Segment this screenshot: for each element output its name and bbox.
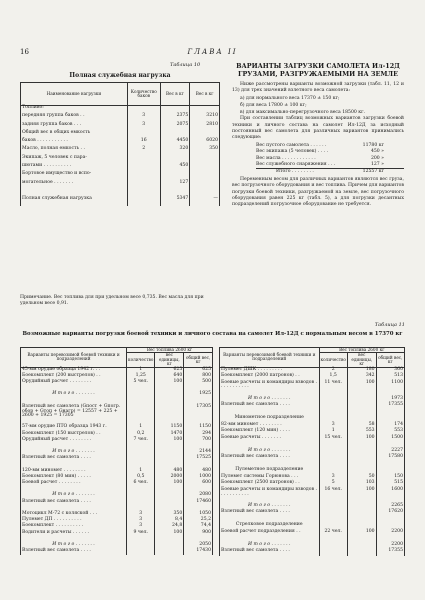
table11-right [219,347,405,556]
cell-name: Минометное подразделение [220,416,320,423]
cell-total: 17620 [376,510,404,517]
cell-unit: 640 [155,374,184,380]
cell-name: И т о г о . . . . . . . [220,449,320,456]
cell-weight: 320 [160,147,190,155]
cell-total: 1600 [376,488,404,498]
cell-name: Масло, полная емкость . . [21,147,128,155]
cell-name: Боекомплект (200 выстрелов) . . [21,374,127,380]
cell-count: 3 [127,524,155,530]
page-header [20,48,405,60]
cell-unit: 58 [347,423,376,430]
cell-name: Боекомплект (2500 патронов) . . [220,481,320,488]
cell-name: Бортовое имущество и вспо- [21,172,128,180]
cell-unit: 100 [347,530,376,537]
case-a: а) для нормального веса 17370 ± 150 кг; [240,96,340,102]
paragraph-1: Ниже рассмотрены варианты возможной загрузки (табл. 11, 12 и 13) для трех значений взлетного веса самолета: [232,82,404,94]
cell-count: 2 [319,367,347,374]
cell-unit: 342 [347,374,376,381]
cell-unit: 350 [155,512,184,518]
cell-name: И т о г о . . . . . . . [220,397,320,404]
cell-count [127,156,160,164]
cell-total: 500 [184,380,213,386]
t11-col-count: количество [127,353,155,367]
cell-unit: 553 [347,429,376,436]
cell-name: передняя группа баков . . [21,114,128,122]
cell-unit [347,549,376,556]
cell-name: Общий вес в общих емкость [21,131,128,139]
cell-total: 515 [376,481,404,488]
cell-count: 11 чел. [319,381,347,391]
cell-name: Пулемет ДП . . . . . . . . . . [21,518,127,524]
cell-count: 9 чел. [127,531,155,537]
cell-name: Водители и расчеты . . . . . . [21,531,127,537]
cell-total: 17580 [376,455,404,462]
cell-name: 120-мм миномет . . . . . . . . [21,469,127,475]
cell-count [127,172,160,180]
cell-weight: 350 [190,147,220,155]
cell-total: 2200 [376,530,404,537]
cell-name: Взлетный вес самолета . . . . [220,403,320,410]
cell-unit: 100 [155,481,184,487]
cell-total: 2144 [184,450,213,456]
cell-count: 6 чел. [127,481,155,487]
cell-total: 625 [184,367,213,374]
paragraph-3: Переменным весом для различных вариантов являются вес груза, вес погрузочного оборудования и вес топлива. Причем для вариантов погрузки боевой техники, разгружаемой на земле, вес погрузочного оборудования равен 225 кг (табл. 5), а для погрузки десантных подразделений погрузочное оборудование не требуется. [232,177,404,207]
cell-weight [190,164,220,172]
cell-count: 16 [127,139,160,147]
table10-body [21,106,220,206]
t11-col-variant: Варианты перевозимой боевой техники и подразделений [21,348,127,368]
cell-count: 5 [319,481,347,488]
cell-count [127,164,160,172]
cell-weight: 127 [160,181,190,189]
cell-total: 1050 [184,512,213,518]
cell-name: И т о г о . . . . . . . [21,392,127,398]
cell-count: 1 [127,367,155,374]
cell-weight: 3210 [190,114,220,122]
cell-count: 0,5 [127,475,155,481]
cell-total: 150 [376,475,404,482]
table-row [220,381,405,391]
cell-weight: — [190,197,220,205]
cell-unit: 2000 [155,475,184,481]
table-row [21,197,220,205]
cell-unit: 100 [347,381,376,391]
cell-total: 2050 [184,543,213,549]
cell-name: Боевой расчет . . . . . . . . [21,481,127,487]
case-b: б) для веса 17800 ± 100 кг; [240,103,307,109]
cell-name: Орудийный расчет . . . . . . . . [21,438,127,444]
cell-name: Взлетный вес самолета . . . . [21,456,127,462]
cell-count: 3 [319,423,347,430]
table11-title: Возможные варианты погрузки боевой техники и личного состава на самолет Ил-12Д с нормальным весом в 17370 кг [22,331,403,337]
cell-name: Боекомплект (150 выстрелов) . . [21,432,127,438]
cell-unit [155,405,184,419]
cell-weight: 2810 [190,123,220,131]
cell-name: Взлетный вес самолета . . . . [21,500,127,506]
cell-count: 1 [319,429,347,436]
t11r-col-total: общий вес, кг [376,353,404,367]
cell-name: могательное . . . . . . . [21,181,128,189]
cell-total: 1150 [184,425,213,431]
page-number: 16 [20,48,29,56]
t10-col-count: Количество баков [127,83,160,106]
constant-weights [232,143,404,175]
cell-weight: 450 [160,164,190,172]
cell-name: Боекомплект (2000 патронов) . . [220,374,320,381]
cell-count: 22 чел. [319,530,347,537]
table10-caption: Таблица 10 [170,62,201,68]
cell-count: 5 чел. [127,380,155,386]
cell-unit: 8,4 [155,518,184,524]
cell-name: 45-мм орудие образца 1942 г. . . [21,367,127,374]
table10-title: Полная служебная нагрузка [69,72,171,79]
cell-unit: 180 [347,367,376,374]
cell-name: И т о г о . . . . . . . [21,543,127,549]
cell-name: И т о г о . . . . . . . [21,493,127,499]
table11-left-body [21,367,213,555]
t11r-col-fuel: Вес топлива 2600 кг [319,348,404,353]
cell-unit: 100 [155,380,184,386]
table-row [21,181,220,189]
cell-name: Орудийный расчет . . . . . . . . [21,380,127,386]
weight-row: Вес пустого самолета . . . . . . 11780 кг [256,143,384,149]
cell-total: 1973 [376,397,404,404]
table11-caption: Таблица 11 [374,322,405,328]
cell-count: 7 чел. [127,438,155,444]
t10-col-w2: Вес в кг [190,83,220,106]
cell-total: 17460 [184,500,213,506]
cell-name: Взлетный вес самолета . . . . [220,455,320,462]
t10-col-name: Наименование нагрузки [21,83,128,106]
cell-unit: 1150 [155,425,184,431]
cell-weight [190,172,220,180]
right-column [232,62,404,210]
cell-unit: 625 [155,367,184,374]
cell-count: 1 [127,425,155,431]
cell-name: баков . . . . . . . . . . . [21,139,128,147]
table11-left [20,347,213,555]
cell-count: 1 [127,469,155,475]
cell-total: 2080 [184,493,213,499]
cell-count [127,197,160,205]
cell-unit: 50 [347,475,376,482]
cell-name: И т о г о . . . . . . . [21,450,127,456]
cell-count: 2 [127,147,160,155]
cell-count [127,181,160,189]
cell-weight: 4450 [160,139,190,147]
cell-unit: 1470 [155,432,184,438]
cell-count: 0,2 [127,432,155,438]
cell-total: 1925 [184,392,213,398]
cell-unit: 480 [155,469,184,475]
cell-name: Топливо: [21,106,128,115]
cell-total: 900 [184,531,213,537]
cell-total: 74,4 [184,524,213,530]
cell-unit: 100 [155,438,184,444]
cell-total: 2227 [376,449,404,456]
cell-weight [190,156,220,164]
cell-unit: 100 [155,531,184,537]
cell-total: 1000 [184,475,213,481]
cell-count: 1,25 [127,374,155,380]
t11r-col-unit: вес единицы, кг [347,353,376,367]
cell-name: Взлетный вес самолета . . . . [21,549,127,555]
table-row [220,549,405,556]
t11r-col-variant: Варианты перевозимой боевой техники и подразделений [220,348,320,368]
cell-count: 15 чел. [319,436,347,443]
cell-name: Пулемет ДШК . . . . . . . . . [220,367,320,374]
t11-col-fuel: Вес топлива 2600 кг [127,348,213,353]
t11r-col-count: количество [319,353,347,367]
cell-name: Боекомплект . . . . . . . . . . [21,524,127,530]
cell-total: 513 [376,374,404,381]
cell-total: 25,2 [184,518,213,524]
cell-name: Взлетный вес самолета . . . . [220,549,320,556]
cell-total: 2200 [376,543,404,550]
cell-name: Боевые расчеты . . . . . . . [220,436,320,443]
cell-total: 800 [184,374,213,380]
cell-count: 1,5 [319,374,347,381]
cell-total: 360 [376,367,404,374]
cell-total: 2265 [376,504,404,511]
cell-total: 480 [184,469,213,475]
table10-note: Примечание. Вес топлива для при удельном весе 0,735. Вес масла для при удельном весе 0,91. [20,295,204,307]
cell-total: 17355 [376,549,404,556]
weight-row: Вес служебного снаряжения . . . 127 » [256,161,384,167]
cell-count: 3 [127,518,155,524]
cell-total: 17355 [376,403,404,410]
cell-name: Взлетный вес самолета (Gпост + Gпогр. обор + Gтоп + Gнагр) = 12557 + 225 + 2600 + 1925 = 17305 [21,405,127,419]
cell-weight [190,181,220,189]
cell-weight: 6020 [190,139,220,147]
section-title: ВАРИАНТЫ ЗАГРУЗКИ САМОЛЕТА Ил-12Д ГРУЗАМИ, РАЗГРУЖАЕМЫМИ НА ЗЕМЛЕ [236,62,400,78]
cell-count [127,549,155,555]
cell-total: 17430 [184,549,213,555]
t11-col-total: общий вес, кг [184,353,213,367]
cell-total: 294 [184,432,213,438]
t10-col-w1: Вес в кг [160,83,190,106]
cell-name: Боекомплект (80 мин) . . . . . [21,475,127,481]
cell-name: Экипаж, 5 человек с пара- [21,156,128,164]
cell-name: Пулемет системы Горюнова . . . [220,475,320,482]
cell-name: Мотоцикл М-72 с коляской . . . [21,512,127,518]
table-row [220,488,405,498]
cell-count [319,549,347,556]
cell-name: И т о г о . . . . . . . [220,504,320,511]
weight-total: Итого . . . . . . . . 12557 кг [256,168,404,175]
cell-unit: 103 [347,481,376,488]
cell-name: Боевые расчеты и командиры взводов . . . . . . . . . . . [220,381,320,391]
cell-count [127,189,160,197]
table-row [21,549,213,555]
t11-col-unit: вес единицы, кг [155,353,184,367]
cell-count: 16 чел. [319,488,347,498]
cell-total: 17525 [184,456,213,462]
cell-name: шютами . . . . . . . . . . [21,164,128,172]
weight-cases [232,96,404,116]
cell-count: 3 [127,512,155,518]
case-c: в) для максимально-перегрузочного веса 18500 кг. [240,109,366,115]
cell-name: задняя группа баков . . . [21,123,128,131]
cell-unit: 100 [347,488,376,498]
cell-count: 3 [127,123,160,131]
cell-count: 3 [127,114,160,122]
cell-name: Пулеметное подразделение [220,468,320,475]
cell-total: 1100 [376,381,404,391]
weight-row: Вес масла . . . . . . . . . . . . 200 » [256,155,384,161]
cell-total: 1500 [376,436,404,443]
cell-total: 700 [184,438,213,444]
cell-name: Боекомплект (120 мин) . . . . [220,429,320,436]
cell-unit: 24,8 [155,524,184,530]
cell-total: 174 [376,423,404,430]
cell-name: Полная служебная нагрузка [21,197,128,205]
weight-row: Вес экипажа (5 человек) . . . . 450 » [256,149,384,155]
cell-name: 57-мм орудие ПТО образца 1943 г. [21,425,127,431]
chapter-title: ГЛАВА II [187,48,238,56]
table11-right-body [220,367,405,556]
table10 [20,82,220,206]
cell-name: Взлетный вес самолета . . . . [220,510,320,517]
cell-weight: 2375 [160,114,190,122]
cell-total: 17305 [184,405,213,419]
cell-name: Стрелковое подразделение [220,523,320,530]
paragraph-2: При составлении таблиц возможных вариантов загрузки боевой техники и личного состава на самолет Ил-12Д за исходный постоянный вес самолета для различных вариантов принимались следующие: [232,116,404,140]
cell-name: Боевой расчет подразделения . . [220,530,320,537]
cell-name: Боевые расчеты и командиры взводов . . . . . . . . . . . [220,488,320,498]
cell-weight: 2075 [160,123,190,131]
cell-count: 3 [319,475,347,482]
cell-unit [155,549,184,555]
cell-unit: 100 [347,436,376,443]
cell-weight: 5347 [160,197,190,205]
table-row [21,405,213,419]
cell-name: И т о г о . . . . . . . [220,543,320,550]
cell-count [127,405,155,419]
cell-total: 600 [184,481,213,487]
cell-name: 82-мм миномет . . . . . . . . [220,423,320,430]
cell-total: 553 [376,429,404,436]
